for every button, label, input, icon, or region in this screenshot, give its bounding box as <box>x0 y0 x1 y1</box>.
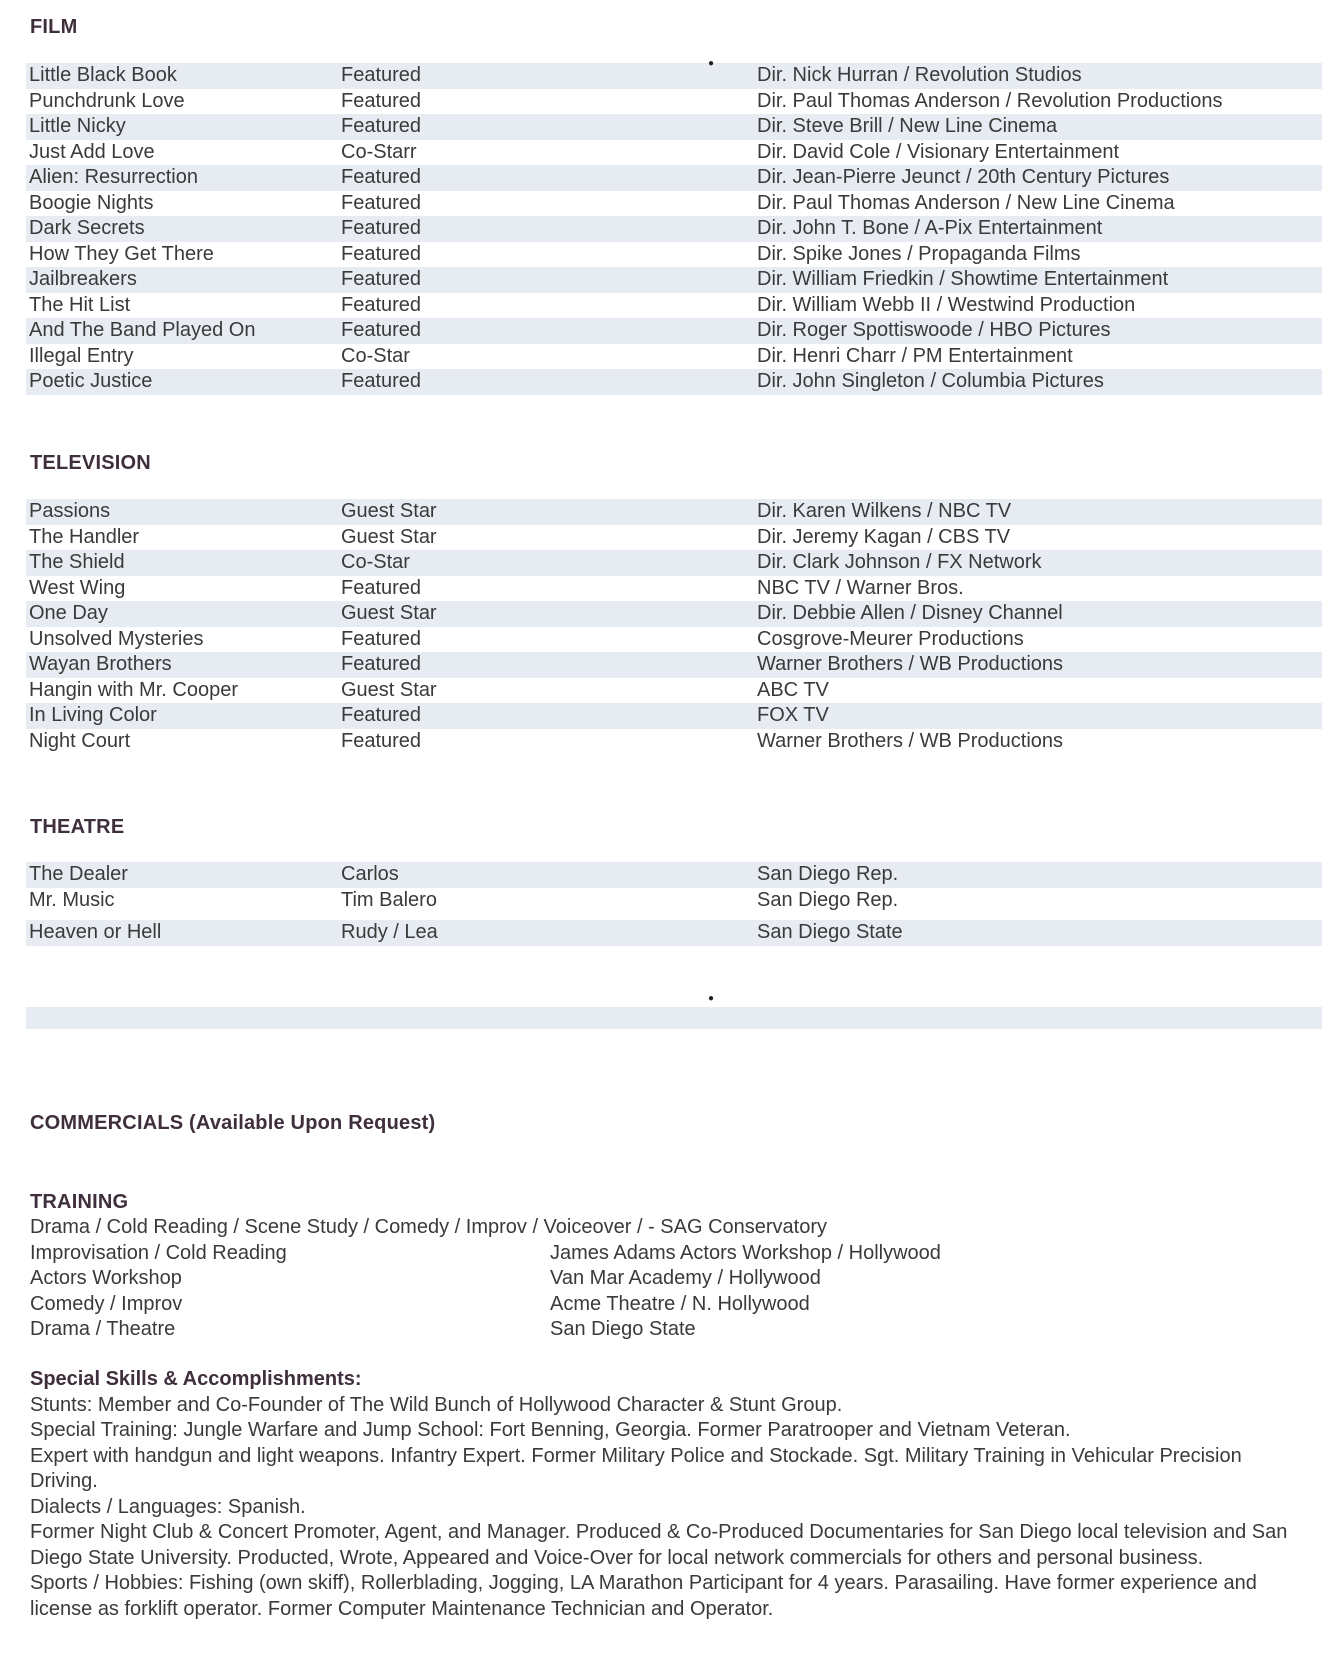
film-role: Featured <box>341 217 422 239</box>
theatre-title: The Dealer <box>29 863 128 885</box>
television-row <box>26 601 1322 627</box>
television-role: Featured <box>341 627 422 650</box>
television-credit: FOX TV <box>757 704 829 726</box>
training-row <box>30 1241 1320 1267</box>
film-row <box>26 267 1322 293</box>
film-role: Featured <box>341 268 422 290</box>
film-credit: Dir. Nick Hurran / Revolution Studios <box>757 64 1082 86</box>
television-credit: Warner Brothers / WB Productions <box>757 653 1064 675</box>
training-course: Improvisation / Cold Reading <box>30 1241 287 1264</box>
film-role: Featured <box>341 370 422 392</box>
film-title: Boogie Nights <box>29 191 154 214</box>
training-row <box>30 1266 1320 1292</box>
film-credit: Dir. Spike Jones / Propaganda Films <box>757 242 1081 265</box>
television-heading: TELEVISION <box>30 452 151 474</box>
training-heading: TRAINING <box>30 1191 129 1213</box>
film-row <box>26 191 1322 217</box>
television-title: Night Court <box>29 729 131 752</box>
skills-heading: Special Skills & Accomplishments: <box>30 1368 362 1390</box>
skills-line: Dialects / Languages: Spanish. <box>30 1495 306 1518</box>
theatre-row <box>26 862 1322 888</box>
film-row <box>26 114 1322 140</box>
theatre-row <box>26 888 1322 914</box>
film-role: Featured <box>341 319 422 341</box>
television-role: Featured <box>341 653 422 675</box>
film-title: How They Get There <box>29 242 214 265</box>
training-row <box>30 1292 1320 1318</box>
skills-line: Special Training: Jungle Warfare and Jump School: Fort Benning, Georgia. Former Paratrooper and Vietnam Veteran. <box>30 1419 1071 1441</box>
film-title: Little Nicky <box>29 115 126 137</box>
television-title: Wayan Brothers <box>29 653 172 675</box>
television-role: Guest Star <box>341 602 437 624</box>
television-role: Guest Star <box>341 678 437 701</box>
film-credit: Dir. John Singleton / Columbia Pictures <box>757 370 1104 392</box>
training-school: San Diego State <box>550 1318 696 1340</box>
film-row <box>26 293 1322 319</box>
television-row <box>26 576 1322 602</box>
television-title: Passions <box>29 500 111 522</box>
training-first-line-text: Drama / Cold Reading / Scene Study / Comedy / Improv / Voiceover / - SAG Conservatory <box>30 1216 828 1238</box>
television-title: Hangin with Mr. Cooper <box>29 678 238 701</box>
television-credit: Warner Brothers / WB Productions <box>757 729 1064 752</box>
television-row <box>26 499 1322 525</box>
film-title: Little Black Book <box>29 64 177 86</box>
film-table <box>26 63 1322 395</box>
scan-speck: ● <box>708 993 715 1004</box>
skills-line: Stunts: Member and Co-Founder of The Wild Bunch of Hollywood Character & Stunt Group. <box>30 1393 843 1416</box>
television-row <box>26 703 1322 729</box>
training-row <box>30 1317 1320 1343</box>
television-credit: ABC TV <box>757 678 829 701</box>
film-credit: Dir. Paul Thomas Anderson / New Line Cinema <box>757 191 1175 214</box>
film-credit: Dir. William Friedkin / Showtime Entertainment <box>757 268 1169 290</box>
theatre-title: Mr. Music <box>29 888 115 911</box>
film-row <box>26 242 1322 268</box>
film-role: Featured <box>341 293 422 316</box>
television-title: Unsolved Mysteries <box>29 627 204 650</box>
film-credit: Dir. Steve Brill / New Line Cinema <box>757 115 1058 137</box>
film-title: And The Band Played On <box>29 319 256 341</box>
television-credit: Dir. Debbie Allen / Disney Channel <box>757 602 1063 624</box>
film-heading: FILM <box>30 16 78 38</box>
training-school: James Adams Actors Workshop / Hollywood <box>550 1241 941 1264</box>
television-title: One Day <box>29 602 108 624</box>
television-title: West Wing <box>29 576 126 599</box>
theatre-role: Rudy / Lea <box>341 921 438 943</box>
commercials-heading: COMMERCIALS (Available Upon Request) <box>30 1112 436 1134</box>
theatre-table <box>26 862 1322 946</box>
film-row <box>26 216 1322 242</box>
television-credit: Cosgrove-Meurer Productions <box>757 627 1024 650</box>
film-title: Alien: Resurrection <box>29 166 198 188</box>
television-role: Featured <box>341 576 422 599</box>
film-title: Dark Secrets <box>29 217 145 239</box>
television-role: Featured <box>341 704 422 726</box>
training-course: Actors Workshop <box>30 1267 182 1289</box>
film-role: Co-Starr <box>341 140 417 163</box>
theatre-credit: San Diego State <box>757 921 903 943</box>
film-credit: Dir. David Cole / Visionary Entertainment <box>757 140 1120 163</box>
film-title: Jailbreakers <box>29 268 137 290</box>
film-title: Illegal Entry <box>29 344 134 367</box>
film-row <box>26 165 1322 191</box>
theatre-role: Tim Balero <box>341 888 437 911</box>
film-title: Poetic Justice <box>29 370 153 392</box>
theatre-role: Carlos <box>341 863 399 885</box>
television-row <box>26 550 1322 576</box>
film-title: The Hit List <box>29 293 131 316</box>
television-title: The Handler <box>29 525 140 548</box>
skills-line: Expert with handgun and light weapons. Infantry Expert. Former Military Police and Stockade. Sgt. Military Training in Vehicular Precision Driving. <box>30 1444 1242 1492</box>
television-role: Guest Star <box>341 500 437 522</box>
television-role: Co-Star <box>341 551 410 573</box>
training-first-line <box>30 1215 1320 1241</box>
film-role: Featured <box>341 166 422 188</box>
television-credit: Dir. Clark Johnson / FX Network <box>757 551 1042 573</box>
film-row <box>26 344 1322 370</box>
television-title: In Living Color <box>29 704 157 726</box>
training-list <box>30 1215 1320 1343</box>
television-credit: NBC TV / Warner Bros. <box>757 576 964 599</box>
training-school: Acme Theatre / N. Hollywood <box>550 1292 810 1315</box>
film-role: Featured <box>341 64 422 86</box>
training-course: Comedy / Improv <box>30 1292 183 1315</box>
film-role: Featured <box>341 191 422 214</box>
television-credit: Dir. Jeremy Kagan / CBS TV <box>757 525 1011 548</box>
theatre-blank-row <box>26 1007 1322 1029</box>
television-table <box>26 499 1322 754</box>
television-credit: Dir. Karen Wilkens / NBC TV <box>757 500 1012 522</box>
scan-speck: ● <box>708 58 715 69</box>
film-row <box>26 140 1322 166</box>
film-row <box>26 318 1322 344</box>
film-row <box>26 63 1322 89</box>
television-role: Featured <box>341 729 422 752</box>
film-row <box>26 89 1322 115</box>
film-role: Featured <box>341 115 422 137</box>
film-role: Co-Star <box>341 344 410 367</box>
television-title: The Shield <box>29 551 125 573</box>
film-row <box>26 369 1322 395</box>
film-credit: Dir. William Webb II / Westwind Production <box>757 293 1136 316</box>
theatre-credit: San Diego Rep. <box>757 863 899 885</box>
film-credit: Dir. Roger Spottiswoode / HBO Pictures <box>757 319 1111 341</box>
television-row <box>26 729 1322 755</box>
film-credit: Dir. Jean-Pierre Jeunct / 20th Century Pictures <box>757 166 1170 188</box>
film-role: Featured <box>341 89 422 112</box>
training-school: Van Mar Academy / Hollywood <box>550 1267 821 1289</box>
television-role: Guest Star <box>341 525 437 548</box>
film-role: Featured <box>341 242 422 265</box>
film-title: Punchdrunk Love <box>29 89 185 112</box>
film-credit: Dir. Henri Charr / PM Entertainment <box>757 344 1073 367</box>
film-credit: Dir. John T. Bone / A-Pix Entertainment <box>757 217 1103 239</box>
television-row <box>26 678 1322 704</box>
skills-section <box>30 1367 1315 1622</box>
film-credit: Dir. Paul Thomas Anderson / Revolution Productions <box>757 89 1223 112</box>
theatre-row <box>26 920 1322 946</box>
television-row <box>26 525 1322 551</box>
television-row <box>26 627 1322 653</box>
training-course: Drama / Theatre <box>30 1318 176 1340</box>
theatre-title: Heaven or Hell <box>29 921 162 943</box>
television-row <box>26 652 1322 678</box>
theatre-credit: San Diego Rep. <box>757 888 899 911</box>
skills-line: Sports / Hobbies: Fishing (own skiff), Rollerblading, Jogging, LA Marathon Participant for 4 years. Parasailing. Have former experience and license as forklift operator. Former Computer Maintenance Technician and Operator. <box>30 1572 1257 1620</box>
film-title: Just Add Love <box>29 140 155 163</box>
theatre-heading: THEATRE <box>30 816 125 838</box>
skills-line: Former Night Club & Concert Promoter, Agent, and Manager. Produced & Co-Produced Documentaries for San Diego local television and San Diego State University. Producted, Wrote, Appeared and Voice-Over for local network commercials for others and personal business. <box>30 1521 1288 1569</box>
